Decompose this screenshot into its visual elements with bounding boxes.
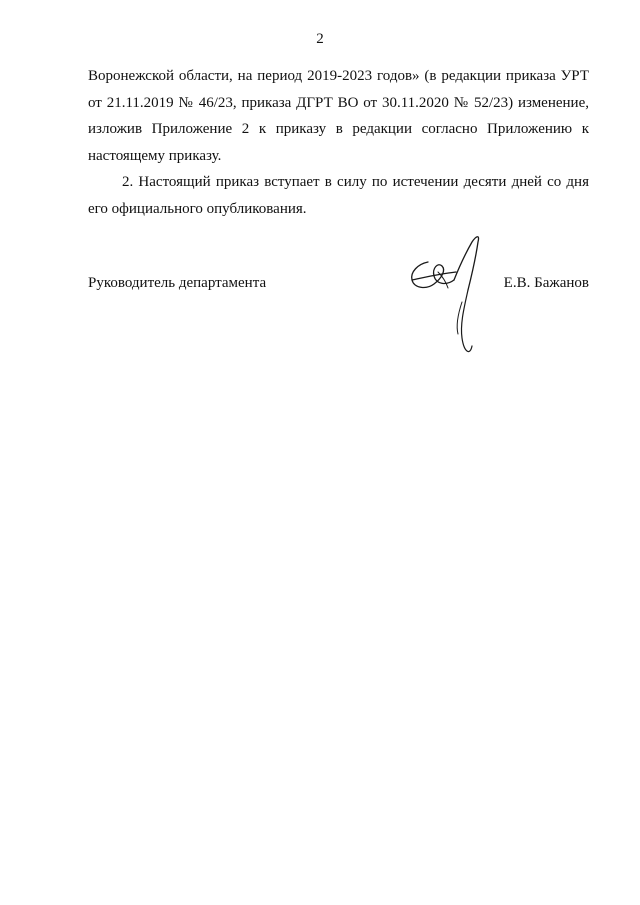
paragraph-1-line-1: Воронежской области, на период 2019-2023 годов» (в редакции приказа УРТ xyxy=(88,68,589,84)
document-body xyxy=(88,63,589,222)
paragraph-2-line-1: 2. Настоящий приказ вступает в силу по истечении десяти дней со дня xyxy=(122,174,589,190)
paragraph-1-line-4: настоящему приказу. xyxy=(88,147,222,164)
paragraph-1-line-3: изложив Приложение 2 к приказу в редакции согласно Приложению к xyxy=(88,121,589,137)
paragraph-2-line-2: его официального опубликования. xyxy=(88,200,307,217)
signature-block xyxy=(88,272,589,298)
signer-name: Е.В. Бажанов xyxy=(503,275,589,291)
page-number: 2 xyxy=(316,31,324,47)
signer-title: Руководитель департамента xyxy=(88,275,267,291)
paragraph-1-line-2: от 21.11.2019 № 46/23, приказа ДГРТ ВО от 30.11.2020 № 52/23) изменение, xyxy=(88,94,589,111)
handwritten-signature-icon xyxy=(398,228,498,360)
